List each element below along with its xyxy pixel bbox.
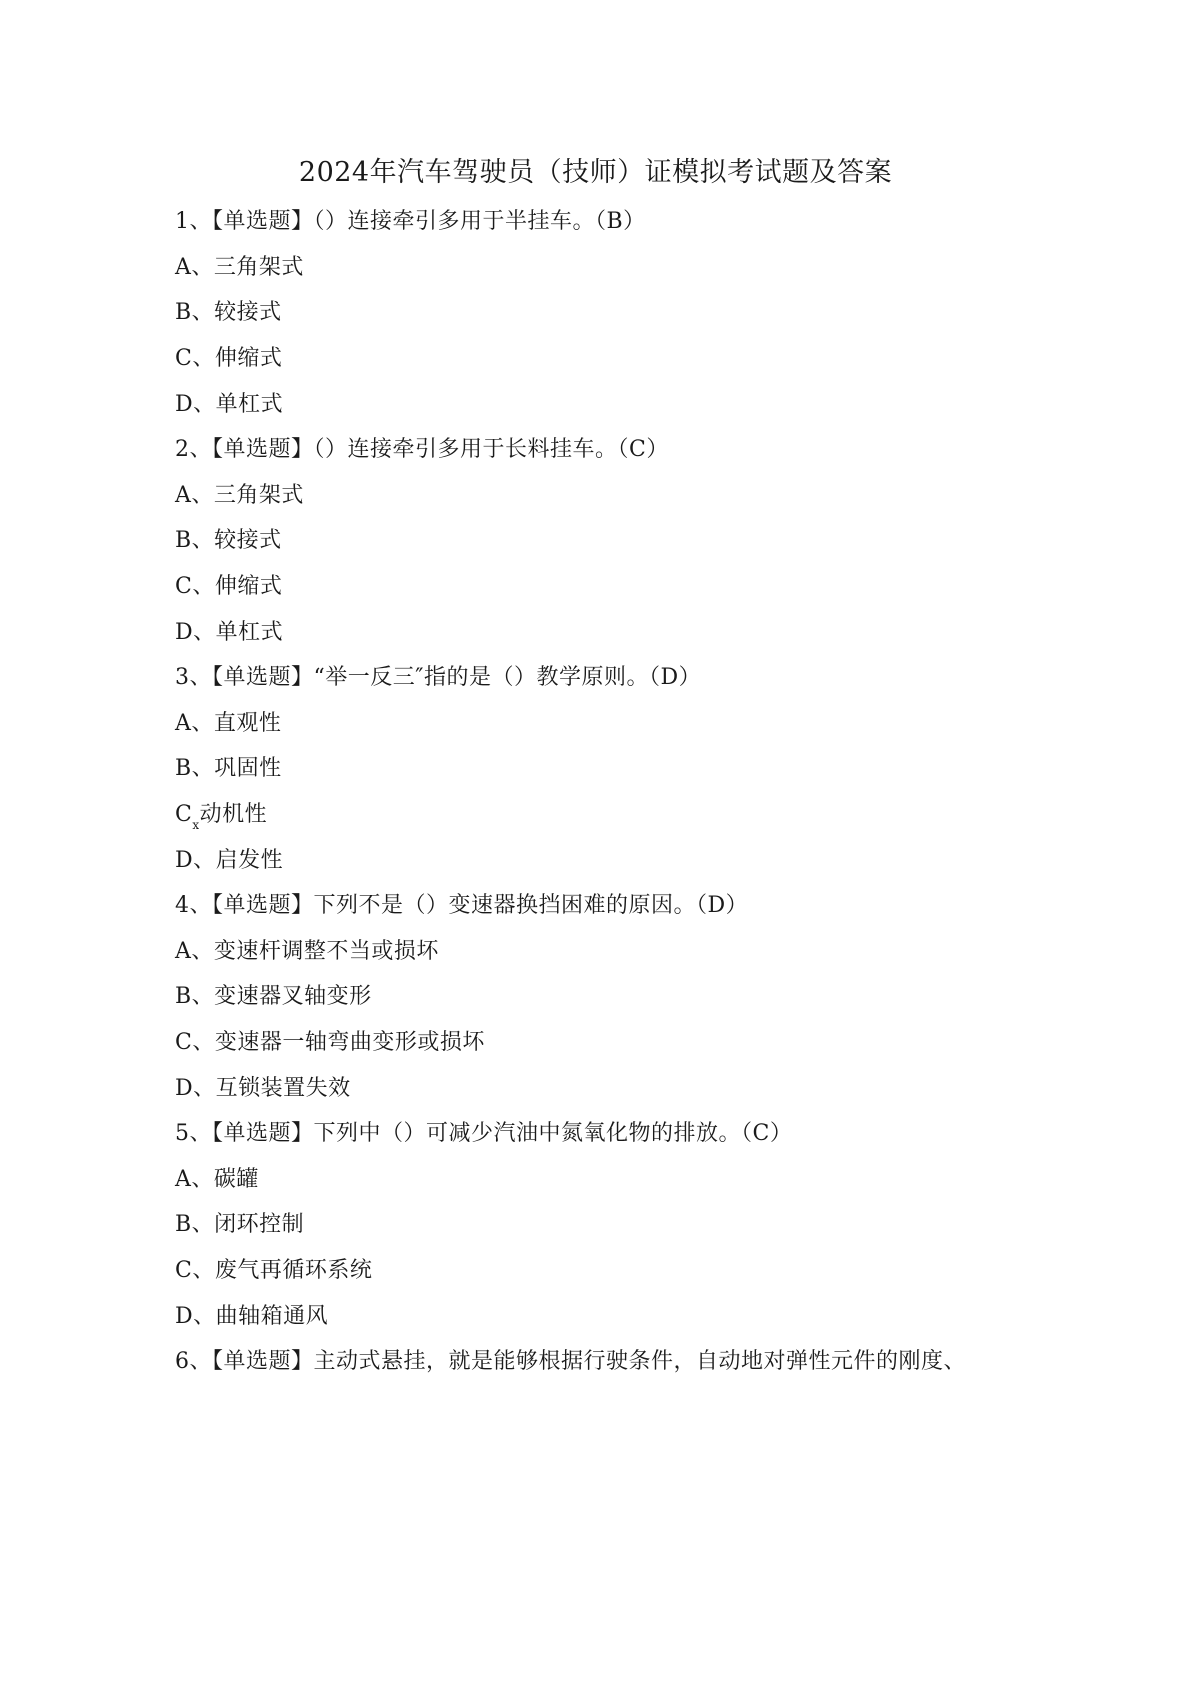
q3-option-d: D、启发性 <box>175 848 284 873</box>
q1-option-c: C、伸缩式 <box>175 346 283 371</box>
q4-option-d: D、互锁装置失效 <box>175 1076 351 1101</box>
q5-option-a: A、碳罐 <box>175 1167 259 1192</box>
q1-option-b: B、较接式 <box>175 300 282 325</box>
q1-option-a: A、三角架式 <box>175 255 304 280</box>
q1-option-d: D、单杠式 <box>175 392 284 417</box>
q4-option-a: A、变速杆调整不当或损坏 <box>175 939 439 964</box>
q4-option-c: C、变速器一轴弯曲变形或损坏 <box>175 1030 485 1055</box>
document-title: 2024年汽车驾驶员（技师）证模拟考试题及答案 <box>298 157 893 188</box>
question-2: 2、【单选题】（）连接牵引多用于长料挂车。（C） <box>175 437 669 462</box>
q5-option-b: B、闭环控制 <box>175 1212 305 1237</box>
question-6: 6、【单选题】主动式悬挂，就是能够根据行驶条件，自动地对弹性元件的刚度、 <box>175 1349 966 1374</box>
q3-option-a: A、直观性 <box>175 711 282 736</box>
question-5: 5、【单选题】下列中（）可减少汽油中氮氧化物的排放。（C） <box>175 1121 793 1146</box>
q3-option-c-text: 动机性 <box>199 802 268 827</box>
q2-option-c: C、伸缩式 <box>175 574 283 599</box>
q4-option-b: B、变速器叉轴变形 <box>175 984 372 1009</box>
q2-option-d: D、单杠式 <box>175 620 284 645</box>
question-3: 3、【单选题】“举一反三″指的是（）教学原则。（D） <box>175 665 702 690</box>
q2-option-a: A、三角架式 <box>175 483 304 508</box>
question-1: 1、【单选题】（）连接牵引多用于半挂车。（B） <box>175 209 646 234</box>
question-4: 4、【单选题】下列不是（）变速器换挡困难的原因。（D） <box>175 893 749 918</box>
q3-option-b: B、巩固性 <box>175 756 282 781</box>
q2-option-b: B、较接式 <box>175 528 282 553</box>
q3-option-c-subscript: x <box>192 818 200 832</box>
q5-option-d: D、曲轴箱通风 <box>175 1304 329 1329</box>
q3-option-c <box>175 800 267 840</box>
q3-option-c-letter: C <box>175 802 193 827</box>
q5-option-c: C、废气再循环系统 <box>175 1258 373 1283</box>
